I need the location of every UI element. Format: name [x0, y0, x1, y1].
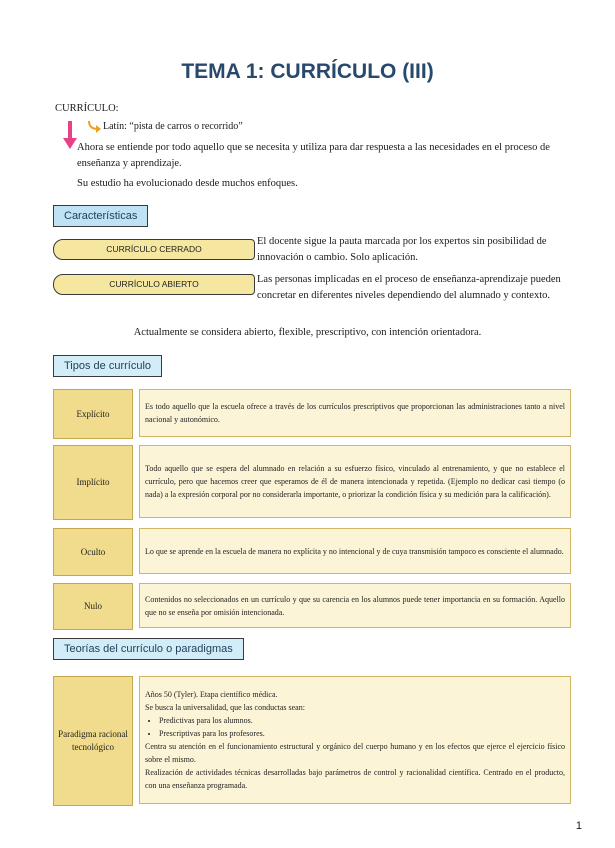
- paradigma-bullets: [145, 714, 565, 740]
- intro-evolution: Su estudio ha evolucionado desde muchos enfoques.: [77, 178, 298, 189]
- tipo-explicito-text: Es todo aquello que la escuela ofrece a través de los currículos prescriptivos que proporcionan las administraciones tanto a nivel nacional y autonómico.: [145, 402, 565, 424]
- paradigma-bullet-1: • Predictivas para los alumnos.: [159, 714, 565, 727]
- paradigma-line-2: Se busca la universalidad, que las conductas sean:: [145, 703, 305, 712]
- tipo-oculto-desc: [139, 528, 571, 574]
- paradigma-line-4: Realización de actividades técnicas desarrolladas bajo parámetros de control y racionalidad científica. Centrado en el producto, con una enseñanza programada.: [145, 768, 565, 790]
- paradigma-label: Paradigma racional tecnológico: [53, 676, 133, 806]
- paradigma-line-3: Centra su atención en el funcionamiento estructural y orgánico del cuerpo humano y en los efectos que ejerce el ejercicio físico sobre el mismo.: [145, 742, 565, 764]
- tipo-explicito-desc: [139, 389, 571, 437]
- curriculo-cerrado-desc: El docente sigue la pauta marcada por los expertos sin posibilidad de innovación o cambio. Solo aplicación.: [257, 236, 547, 263]
- curriculo-abierto-desc: Las personas implicadas en el proceso de enseñanza-aprendizaje pueden concretar en diferentes niveles dependiendo del alumnado y contexto.: [257, 274, 561, 301]
- tipo-nulo-label: Nulo: [53, 583, 133, 630]
- pink-down-arrow-icon: [63, 121, 77, 149]
- curriculo-label: CURRÍCULO:: [55, 103, 119, 114]
- caracteristicas-summary: Actualmente se considera abierto, flexible, prescriptivo, con intención orientadora.: [133, 327, 482, 338]
- orange-curved-arrow-icon: [87, 121, 101, 133]
- tipo-implicito-label: Implícito: [53, 445, 133, 520]
- tipo-implicito-text: Todo aquello que se espera del alumnado en relación a su esfuerzo físico, vinculado al entrenamiento, y que no establece el currículo, pero que hacemos creer que esperamos de él de manera intencionada y repetida. (Ejemplo no dedicar casi tiempo (o nada) a la expresión corporal por no considerarla importante, o priorizar la condición física y su medición para la calificación).: [145, 464, 565, 499]
- tipo-oculto-label: Oculto: [53, 528, 133, 576]
- page-title: TEMA 1: CURRÍCULO (III): [181, 60, 434, 83]
- tipo-explicito-label: Explícito: [53, 389, 133, 439]
- caracteristicas-heading: Características: [53, 205, 148, 227]
- paradigma-bullet-2: • Prescriptivas para los profesores.: [159, 727, 565, 740]
- tipo-nulo-text: Contenidos no seleccionados en un currículo y que su carencia en los alumnos puede tener importancia en su formación. Aquello que no se enseña por omisión intencionada.: [145, 594, 565, 617]
- latin-origin: Latín: “pista de carros o recorrido”: [103, 121, 243, 132]
- tipo-implicito-desc: [139, 445, 571, 518]
- tipos-heading: Tipos de currículo: [53, 355, 162, 377]
- paradigma-line-1: Años 50 (Tyler). Etapa científico médica.: [145, 690, 278, 699]
- tipo-oculto-text: Lo que se aprende en la escuela de manera no explícita y no intencional y de cuya transmisión tampoco es consciente el alumnado.: [145, 546, 564, 556]
- page-number: 1: [575, 820, 582, 832]
- teorias-heading: Teorías del currículo o paradigmas: [53, 638, 244, 660]
- intro-definition: Ahora se entiende por todo aquello que se necesita y utiliza para dar respuesta a las necesidades en el proceso de enseñanza y aprendizaje.: [77, 142, 550, 169]
- curriculo-cerrado-label: CURRÍCULO CERRADO: [53, 239, 255, 260]
- curriculo-abierto-label: CURRÍCULO ABIERTO: [53, 274, 255, 295]
- tipo-nulo-desc: [139, 583, 571, 628]
- paradigma-desc: [139, 676, 571, 804]
